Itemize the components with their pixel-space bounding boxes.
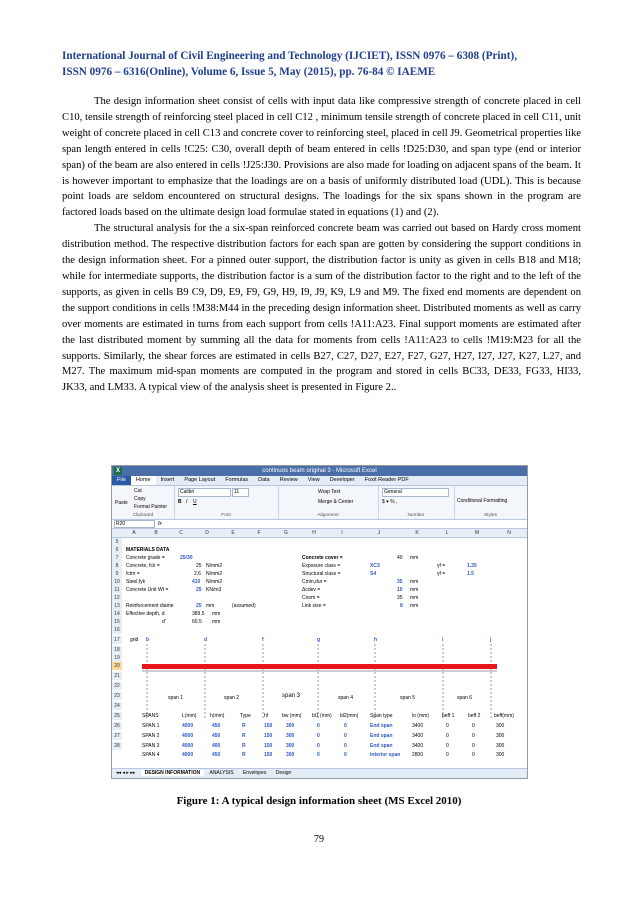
span-table-cell[interactable]: 0 bbox=[344, 733, 347, 739]
col-header[interactable]: H bbox=[312, 530, 316, 536]
span-table-header[interactable]: h(mm) bbox=[210, 713, 225, 719]
col-header[interactable]: M bbox=[474, 530, 480, 536]
ribbon-tab-data[interactable]: Data bbox=[258, 477, 270, 483]
sheet-tab-design[interactable]: Design bbox=[275, 770, 292, 776]
span-table-cell[interactable]: 300 bbox=[496, 723, 505, 729]
span-table-cell[interactable]: 0 bbox=[472, 733, 475, 739]
row-number[interactable]: 7 bbox=[112, 554, 122, 562]
span-table-cell[interactable]: 0 bbox=[446, 752, 449, 758]
cell-value[interactable]: 25 bbox=[196, 587, 202, 593]
row-number[interactable]: 13 bbox=[112, 602, 122, 610]
row-number[interactable]: 8 bbox=[112, 562, 122, 570]
row-number[interactable]: 11 bbox=[112, 586, 122, 594]
font-group bbox=[174, 486, 279, 519]
column-headers bbox=[112, 529, 527, 538]
span-table-cell[interactable]: SPAN 1 bbox=[142, 723, 160, 729]
ribbon-tab-file[interactable]: File bbox=[112, 476, 131, 485]
span-table-cell[interactable]: R bbox=[242, 723, 246, 729]
span-table-cell[interactable]: SPAN 4 bbox=[142, 752, 160, 758]
row-number[interactable]: 20 bbox=[112, 662, 122, 670]
cell-label[interactable]: Concrete Unit Wt = bbox=[126, 587, 169, 593]
copy-button[interactable]: Copy bbox=[134, 496, 146, 502]
span-table-cell[interactable]: 0 bbox=[472, 752, 475, 758]
sheet-nav-icon[interactable]: ◂◂ ◂ ▸ ▸▸ bbox=[116, 770, 136, 776]
alignment-group bbox=[278, 486, 379, 519]
span-label: span 5 bbox=[400, 695, 416, 701]
span-table-cell[interactable]: 150 bbox=[264, 752, 273, 758]
row-number[interactable]: 5 bbox=[112, 538, 122, 546]
cell-label[interactable]: Effective depth, d bbox=[126, 611, 165, 617]
support-label: i bbox=[442, 637, 444, 643]
header-line-2: ISSN 0976 – 6316(Online), Volume 6, Issue 5, May (2015), pp. 76-84 © IAEME bbox=[62, 65, 436, 78]
span-label: span 1 bbox=[168, 695, 184, 701]
col-header[interactable]: E bbox=[231, 530, 235, 536]
cell-label[interactable]: Concrete, fck = bbox=[126, 563, 160, 569]
grid-label[interactable]: grid bbox=[130, 637, 139, 643]
format-painter-button[interactable]: Format Painter bbox=[134, 504, 168, 510]
cell-value[interactable]: 10 bbox=[397, 587, 403, 593]
paragraph-1: The design information sheet consist of cells with input data like compressive strength of concrete placed in cell C10, tensile strength of reinforcing steel placed in cell C12 , minimum tensile strength of concrete placed in cell C11, unit weight of concrete placed in cell C13 and concrete cover to reinforcing steel, placed in cell J9. Geometrical properties like span length entered in cells !C25: C30, overall depth of beam entered in cells !D25:D30, and span type (end or interior span) of the beam are also entered in cells !J25:J30. Provisions are also made for loading on adjacent spans of the beam. It is however important to emphasize that the loadings are on a basis of uniformly distributed load (UDL). This is because point loads are seldom encountered on structural designs. The loadings for the six spans shown in the program are factored loads based on the ultimate design load formulae stated in equations (1) and (2). bbox=[62, 96, 581, 219]
bold-button[interactable]: B bbox=[178, 499, 182, 505]
span-table-header[interactable]: beff 1 bbox=[442, 713, 455, 719]
col-header[interactable]: N bbox=[507, 530, 511, 536]
cut-button[interactable]: Cut bbox=[134, 488, 142, 494]
span-label: span 4 bbox=[338, 695, 354, 701]
span-table-cell[interactable]: SPAN 3 bbox=[142, 743, 160, 749]
span-table-header[interactable]: Type bbox=[240, 713, 251, 719]
clipboard-label: Clipboard bbox=[132, 513, 154, 518]
cell-label[interactable]: Concrete grade = bbox=[126, 555, 165, 561]
span-table-header[interactable]: hf bbox=[264, 713, 269, 719]
span-table-cell[interactable]: 450 bbox=[212, 733, 221, 739]
span-table-cell[interactable]: 300 bbox=[286, 752, 295, 758]
cell-value[interactable]: 60.5 bbox=[192, 619, 202, 625]
styles-label: Styles bbox=[483, 513, 498, 518]
support-label: g bbox=[317, 637, 321, 643]
cell-value[interactable]: 1.5 bbox=[467, 571, 474, 577]
wrap-text-button[interactable]: Wrap Text bbox=[318, 489, 341, 495]
span-table-cell[interactable]: 450 bbox=[212, 752, 221, 758]
span-table-cell[interactable]: 0 bbox=[472, 723, 475, 729]
alignment-label: Alignment bbox=[317, 513, 339, 518]
span-table-cell[interactable]: R bbox=[242, 752, 246, 758]
span-table-header[interactable]: Span type bbox=[370, 713, 393, 719]
span-table-cell[interactable]: 3400 bbox=[412, 723, 424, 729]
span-label: span 3 bbox=[282, 693, 301, 699]
cell-label[interactable]: Structural class = bbox=[302, 571, 341, 577]
span-table-cell[interactable]: 150 bbox=[264, 733, 273, 739]
support-label: j bbox=[490, 637, 492, 643]
paragraph-2: The structural analysis for the a six-span reinforced concrete beam was carried out based on Hardy cross moment distribution method. The respective distribution factors for each span are gotten by considering the support conditions in the design information sheet. For a pinned outer support, the distribution factor is unity as given in cells B18 and M18; while for intermediate supports, the distribution factor is a sum of the distribution factor to the right and to the left of the supports, as given in cells B9 C9, D9, E9, F9, G9, H9, I9, J9, K9, L9 and M9. The fixed end moments are dependent on the support conditions in cells !M38:M44 in the preceding design information sheet. Distributed moments as well as carry over moments are estimated in turns from each support from cells !A11:A23. Final support moments are estimated after the last distributed moment by summing all the data for moments from cells !A11:A23 to cells !M19:M23 for all the supports. Similarly, the shear forces are estimated in cells B27, C27, D27, E27, F27, G27, H27, I27, J27, K27, L27, and M27. The maximum mid-span moments are computed in the program and stored in cells BC33, DE33, FG33, HI33, JK33, and LM33. A typical view of the analysis sheet is presented in Figure 2.. bbox=[62, 223, 581, 394]
span-label: span 2 bbox=[224, 695, 240, 701]
cell-unit[interactable]: mm bbox=[212, 611, 221, 617]
merge-center-button[interactable]: Merge & Center bbox=[318, 499, 354, 505]
conditional-formatting-button[interactable]: Conditional Formatting bbox=[457, 498, 508, 504]
ribbon-tab-insert[interactable]: Insert bbox=[160, 477, 175, 483]
span-table-cell[interactable]: 300 bbox=[496, 743, 505, 749]
row-number[interactable]: 21 bbox=[112, 672, 122, 680]
row-number[interactable]: 18 bbox=[112, 646, 122, 654]
row-number[interactable]: 28 bbox=[112, 742, 122, 750]
span-table-cell[interactable]: 0 bbox=[317, 743, 320, 749]
cell-label[interactable]: Reinforcement diame bbox=[126, 603, 174, 609]
support-label: h bbox=[374, 637, 378, 643]
sheet-tab-envelopes[interactable]: Envelopes bbox=[242, 770, 267, 776]
row-number[interactable]: 9 bbox=[112, 570, 122, 578]
span-table-cell[interactable]: 4000 bbox=[182, 723, 194, 729]
font-size-select[interactable]: 11 bbox=[232, 488, 249, 497]
span-table-header[interactable]: L(mm) bbox=[182, 713, 197, 719]
cell-label[interactable]: d' bbox=[162, 619, 166, 625]
row-number[interactable]: 6 bbox=[112, 546, 122, 554]
ribbon bbox=[112, 486, 527, 520]
span-table-cell[interactable]: 0 bbox=[344, 743, 347, 749]
col-header[interactable]: G bbox=[284, 530, 288, 536]
ribbon-tab-foxit[interactable]: Foxit Reader PDF bbox=[364, 477, 409, 483]
col-header[interactable]: C bbox=[179, 530, 183, 536]
beam-bar bbox=[142, 664, 497, 669]
worksheet-grid[interactable] bbox=[112, 538, 527, 761]
number-group bbox=[378, 486, 455, 519]
row-number[interactable]: 10 bbox=[112, 578, 122, 586]
span-table-cell[interactable]: 4000 bbox=[182, 733, 194, 739]
support-label: f bbox=[262, 637, 264, 643]
span-table-cell[interactable]: End span bbox=[370, 743, 393, 749]
col-header[interactable]: A bbox=[132, 530, 136, 536]
span-table-cell[interactable]: 0 bbox=[472, 743, 475, 749]
row-number[interactable]: 16 bbox=[112, 626, 122, 634]
font-name-select[interactable]: Calibri bbox=[178, 488, 231, 497]
cell-unit[interactable]: mm bbox=[212, 619, 221, 625]
cell-unit[interactable]: N/mm2 bbox=[206, 563, 223, 569]
span-table-cell[interactable]: 3400 bbox=[412, 743, 424, 749]
span-table-cell[interactable]: 300 bbox=[286, 723, 295, 729]
span-table-cell[interactable]: End span bbox=[370, 723, 393, 729]
col-header[interactable]: B bbox=[154, 530, 158, 536]
excel-logo-icon: X bbox=[115, 468, 120, 474]
page-number: 79 bbox=[314, 834, 324, 845]
ribbon-tab-formulas[interactable]: Formulas bbox=[225, 477, 249, 483]
span-table-cell[interactable]: 300 bbox=[496, 752, 505, 758]
cell-label[interactable]: Exposure class = bbox=[302, 563, 341, 569]
span-table-header[interactable]: lo (mm) bbox=[412, 713, 429, 719]
cell-value[interactable]: 40 bbox=[397, 555, 403, 561]
cell-value[interactable]: 35 bbox=[397, 579, 403, 585]
cell-note[interactable]: (assumed) bbox=[232, 603, 256, 609]
cell-unit[interactable]: mm bbox=[206, 603, 215, 609]
ribbon-tab-developer[interactable]: Developer bbox=[329, 477, 355, 483]
window-title: continuos beam original 3 - Microsoft Excel bbox=[262, 468, 377, 474]
figure-caption: Figure 1: A typical design information sheet (MS Excel 2010) bbox=[176, 795, 462, 807]
sheet-tab-analysis[interactable]: ANALYSIS bbox=[209, 770, 234, 776]
sheet-tab-design-information[interactable]: DESIGN INFORMATION bbox=[141, 770, 204, 776]
span-table-cell[interactable]: 150 bbox=[264, 723, 273, 729]
span-table-cell[interactable]: 300 bbox=[286, 743, 295, 749]
cell-label[interactable]: γf = bbox=[437, 571, 446, 577]
cell-label[interactable]: Δcdev = bbox=[302, 587, 321, 593]
span-table-cell[interactable]: 0 bbox=[317, 733, 320, 739]
ribbon-tab-home[interactable]: Home bbox=[131, 476, 156, 485]
cell-label[interactable]: Cmin,dur = bbox=[302, 579, 327, 585]
span-table-cell[interactable]: R bbox=[242, 743, 246, 749]
span-table-cell[interactable]: SPAN 2 bbox=[142, 733, 160, 739]
paste-button[interactable]: Paste bbox=[115, 500, 128, 506]
cell-unit[interactable]: KN/m3 bbox=[206, 587, 222, 593]
span-table-cell[interactable]: 150 bbox=[264, 743, 273, 749]
cell-value[interactable]: 2.6 bbox=[194, 571, 201, 577]
row-number[interactable]: 24 bbox=[112, 702, 122, 710]
row-number[interactable]: 23 bbox=[112, 692, 122, 700]
col-header[interactable]: J bbox=[377, 530, 381, 536]
span-table-cell[interactable]: 0 bbox=[344, 752, 347, 758]
cell-value[interactable]: 410 bbox=[192, 579, 201, 585]
span-table-cell[interactable]: 300 bbox=[496, 733, 505, 739]
span-table-cell[interactable]: 0 bbox=[446, 743, 449, 749]
cell-value[interactable]: 1.35 bbox=[467, 563, 477, 569]
underline-button[interactable]: U bbox=[193, 499, 197, 505]
ribbon-tab-page-layout[interactable]: Page Layout bbox=[184, 477, 216, 483]
span-table-cell[interactable]: 0 bbox=[446, 723, 449, 729]
journal-header bbox=[62, 49, 582, 80]
span-table-cell[interactable]: 3400 bbox=[412, 733, 424, 739]
italic-button[interactable]: I bbox=[186, 499, 188, 505]
span-table-cell[interactable]: 0 bbox=[344, 723, 347, 729]
sheet-tabs bbox=[112, 768, 527, 778]
col-header[interactable]: I bbox=[341, 530, 343, 536]
span-table-cell[interactable]: 2800 bbox=[412, 752, 424, 758]
name-box[interactable]: R20 bbox=[114, 520, 155, 528]
formula-bar bbox=[112, 520, 527, 529]
styles-group bbox=[454, 486, 527, 519]
col-header[interactable]: F bbox=[257, 530, 261, 536]
cell-value[interactable]: 35 bbox=[397, 595, 403, 601]
number-format-select[interactable]: General bbox=[382, 488, 449, 497]
cell-unit[interactable]: mm bbox=[410, 603, 419, 609]
span-table-header[interactable]: bw (mm) bbox=[282, 713, 302, 719]
excel-title-bar bbox=[112, 466, 527, 476]
row-number[interactable]: 26 bbox=[112, 722, 122, 730]
number-label: Number bbox=[407, 513, 425, 518]
cell-value[interactable]: 25 bbox=[196, 603, 202, 609]
span-table-cell[interactable]: 300 bbox=[286, 733, 295, 739]
cell-unit[interactable]: mm bbox=[410, 555, 419, 561]
font-label: Font bbox=[221, 513, 231, 518]
cell-value[interactable]: 25 bbox=[196, 563, 202, 569]
cell-label[interactable]: γf = bbox=[437, 563, 446, 569]
support-label: b bbox=[146, 637, 150, 643]
cell-label[interactable]: Steel,fyk bbox=[126, 579, 146, 585]
header-line-1: International Journal of Civil Engineering and Technology (IJCIET), ISSN 0976 – 6308 (Print), bbox=[62, 50, 518, 62]
support-label: d bbox=[204, 637, 208, 643]
cell-label[interactable]: fctm = bbox=[126, 571, 140, 577]
body-text bbox=[62, 94, 581, 396]
span-table-cell[interactable]: Interior span bbox=[370, 752, 401, 758]
cell-label[interactable]: Concrete cover = bbox=[302, 555, 343, 561]
span-table-cell[interactable]: 0 bbox=[446, 733, 449, 739]
span-table-header[interactable]: bl2(mm) bbox=[340, 713, 359, 719]
cell-unit[interactable]: mm bbox=[410, 595, 419, 601]
row-number[interactable]: 27 bbox=[112, 732, 122, 740]
cell-value[interactable]: 8 bbox=[400, 603, 403, 609]
span-table-cell[interactable]: R bbox=[242, 733, 246, 739]
cell-unit[interactable]: mm bbox=[410, 579, 419, 585]
cell-unit[interactable]: N/mm2 bbox=[206, 579, 223, 585]
cell-value[interactable]: XC3 bbox=[370, 563, 380, 569]
cell-unit[interactable]: mm bbox=[410, 587, 419, 593]
span-table-cell[interactable]: 0 bbox=[317, 752, 320, 758]
span-table-cell[interactable]: 400 bbox=[212, 743, 221, 749]
row-number[interactable]: 12 bbox=[112, 594, 122, 602]
row-number[interactable]: 14 bbox=[112, 610, 122, 618]
cell-label[interactable]: Cnom = bbox=[302, 595, 320, 601]
span-table-header[interactable]: SPANS bbox=[142, 713, 159, 719]
span-table-cell[interactable]: 0 bbox=[317, 723, 320, 729]
ribbon-tabs bbox=[112, 476, 527, 486]
span-table-cell[interactable]: 450 bbox=[212, 723, 221, 729]
ribbon-tab-view[interactable]: View bbox=[307, 477, 320, 483]
cell-unit[interactable]: N/mm2 bbox=[206, 571, 223, 577]
row-number[interactable]: 17 bbox=[112, 636, 122, 644]
ribbon-tab-review[interactable]: Review bbox=[279, 477, 298, 483]
span-table-cell[interactable]: 4000 bbox=[182, 743, 194, 749]
clipboard-group bbox=[112, 486, 175, 519]
row-number[interactable]: 19 bbox=[112, 654, 122, 662]
cell-value[interactable]: 389.5 bbox=[192, 611, 205, 617]
col-header[interactable]: D bbox=[205, 530, 209, 536]
row-number[interactable]: 22 bbox=[112, 682, 122, 690]
fx-icon[interactable]: fx bbox=[158, 521, 162, 527]
materials-data-heading[interactable]: MATERIALS DATA bbox=[126, 547, 170, 553]
col-header[interactable]: L bbox=[445, 530, 449, 536]
col-header[interactable]: K bbox=[415, 530, 419, 536]
cell-value[interactable]: S4 bbox=[370, 571, 377, 577]
span-table-header[interactable]: beff(mm) bbox=[494, 713, 514, 719]
span-table-header[interactable]: bl1 (mm) bbox=[312, 713, 332, 719]
currency-button[interactable]: $ ▾ % , bbox=[382, 499, 398, 505]
row-number[interactable]: 15 bbox=[112, 618, 122, 626]
span-table-cell[interactable]: 4000 bbox=[182, 752, 194, 758]
cell-value[interactable]: 25/30 bbox=[180, 555, 193, 561]
span-label: span 6 bbox=[457, 695, 473, 701]
span-table-cell[interactable]: End span bbox=[370, 733, 393, 739]
cell-label[interactable]: Link size = bbox=[302, 603, 326, 609]
span-table-header[interactable]: beff 2 bbox=[468, 713, 481, 719]
row-number[interactable]: 25 bbox=[112, 712, 122, 720]
excel-screenshot-figure bbox=[111, 465, 528, 779]
